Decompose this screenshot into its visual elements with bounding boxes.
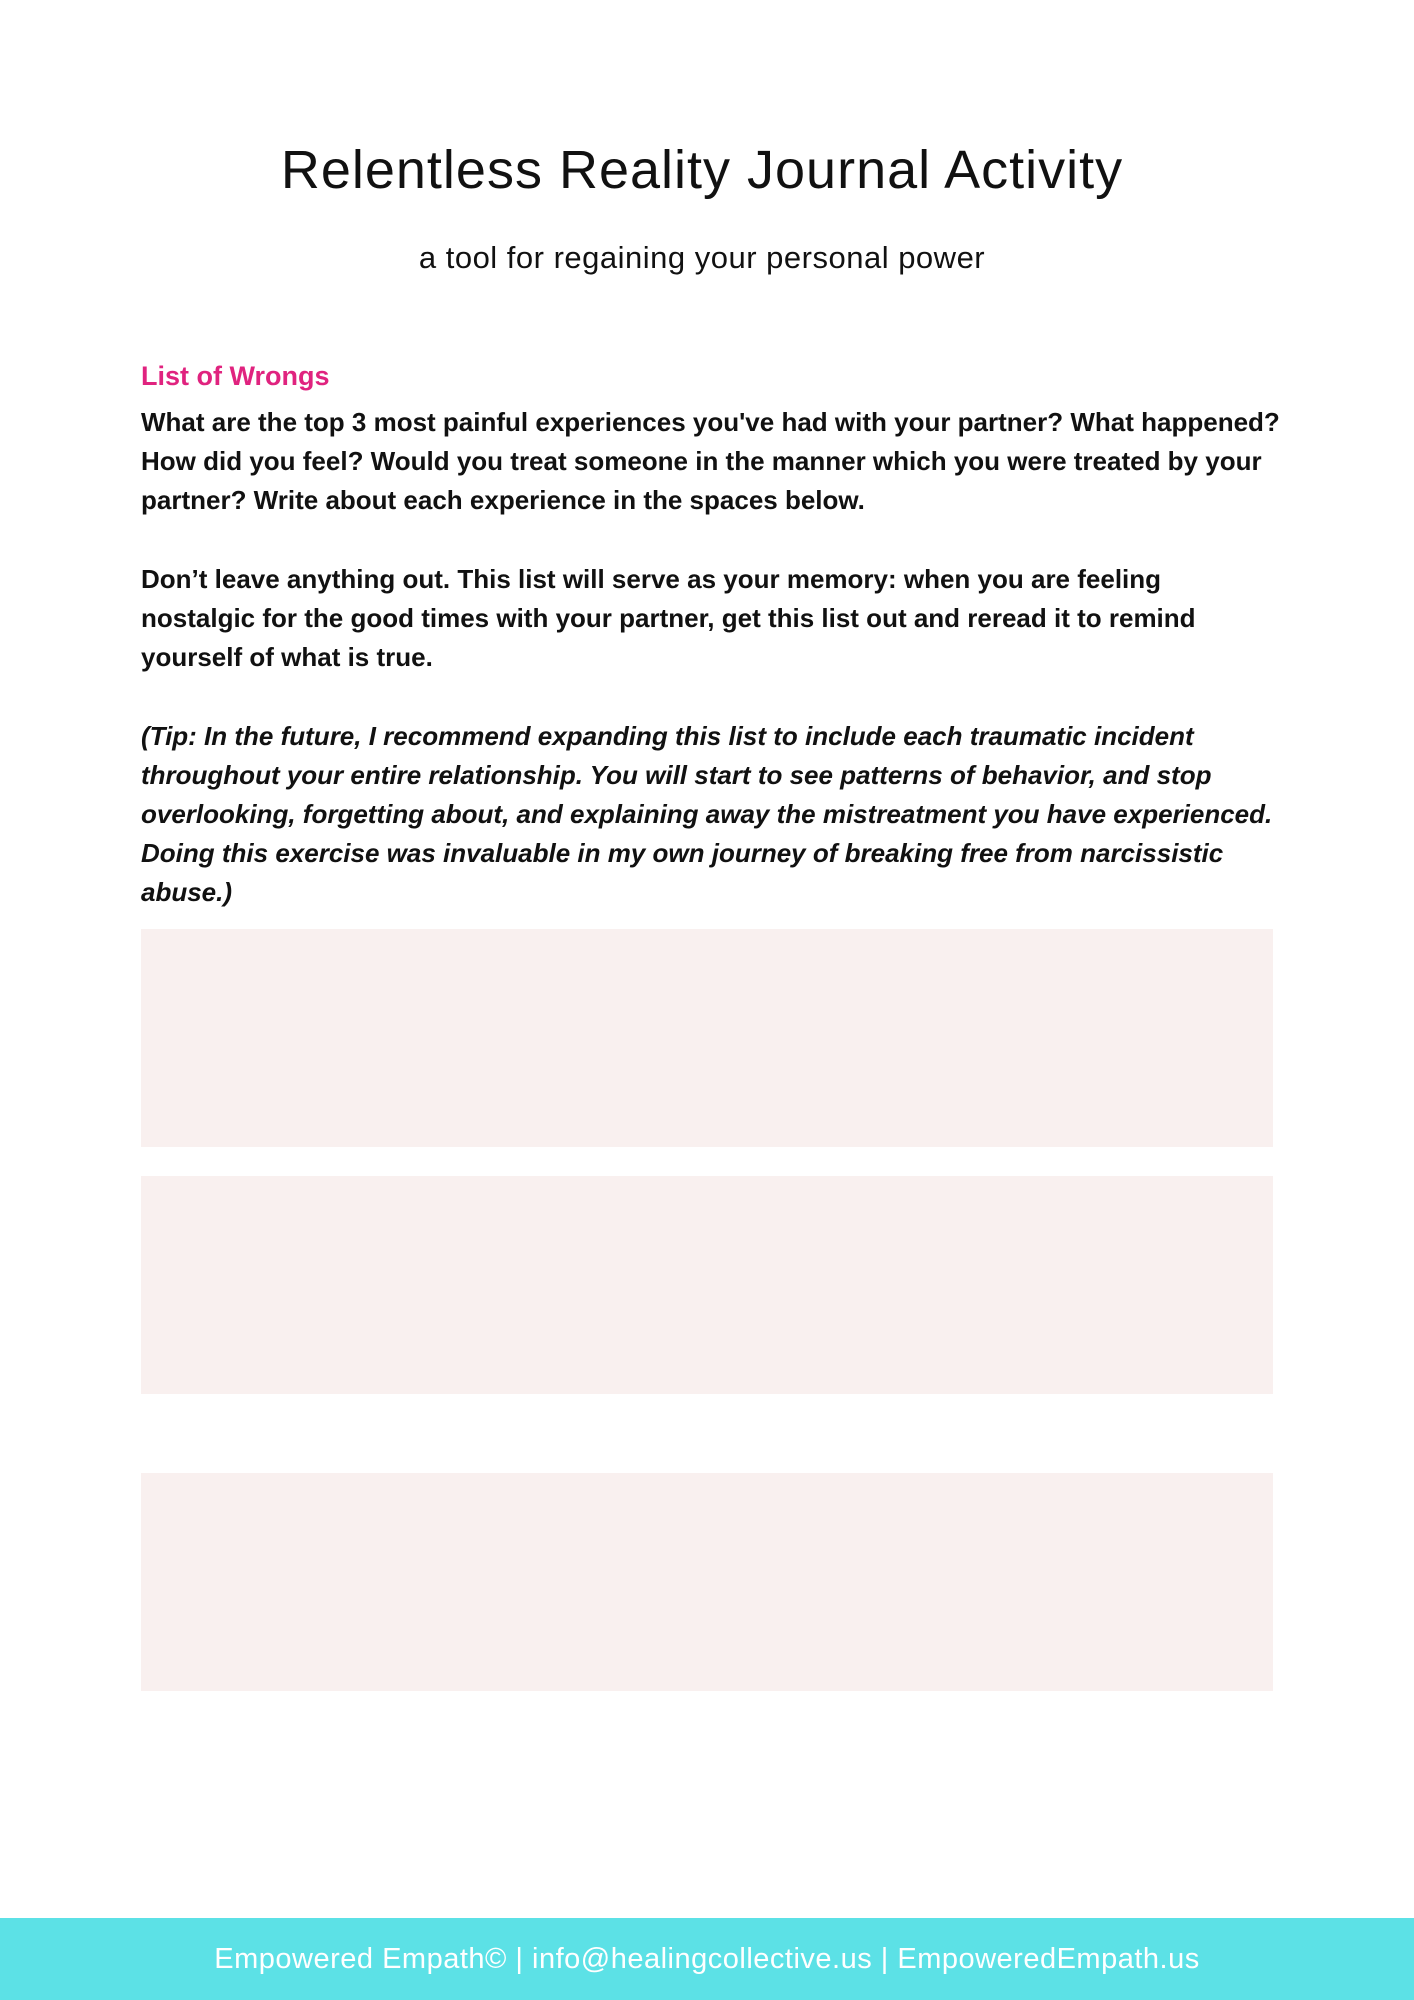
page-title: Relentless Reality Journal Activity xyxy=(280,140,1124,200)
footer-bar xyxy=(0,1918,1414,2000)
journal-entry-box-3[interactable] xyxy=(141,1473,1273,1691)
tip-paragraph: (Tip: In the future, I recommend expanding this list to include each traumatic incident throughout your entire relationship. You will start to see patterns of behavior, and stop overlooking, forgetting about, and explaining away the mistreatment you have experienced. Doing this exercise was invaluable in my own journey of breaking free from narcissistic abuse.) xyxy=(141,721,1273,907)
page-subtitle: a tool for regaining your personal power xyxy=(418,240,986,275)
footer-text: Empowered Empath© | info@healingcollective.us | EmpoweredEmpath.us xyxy=(214,1943,1200,1975)
section-heading: List of Wrongs xyxy=(141,361,330,391)
memory-paragraph: Don’t leave anything out. This list will serve as your memory: when you are feeling nostalgic for the good times with your partner, get this list out and reread it to remind yourself of what is true. xyxy=(141,564,1196,672)
journal-entry-box-1[interactable] xyxy=(141,929,1273,1147)
journal-entry-box-2[interactable] xyxy=(141,1176,1273,1394)
instructions-paragraph: What are the top 3 most painful experiences you've had with your partner? What happened? How did you feel? Would you treat someone in the manner which you were treated by your partner? Write about each experience in the spaces below. xyxy=(141,407,1280,515)
